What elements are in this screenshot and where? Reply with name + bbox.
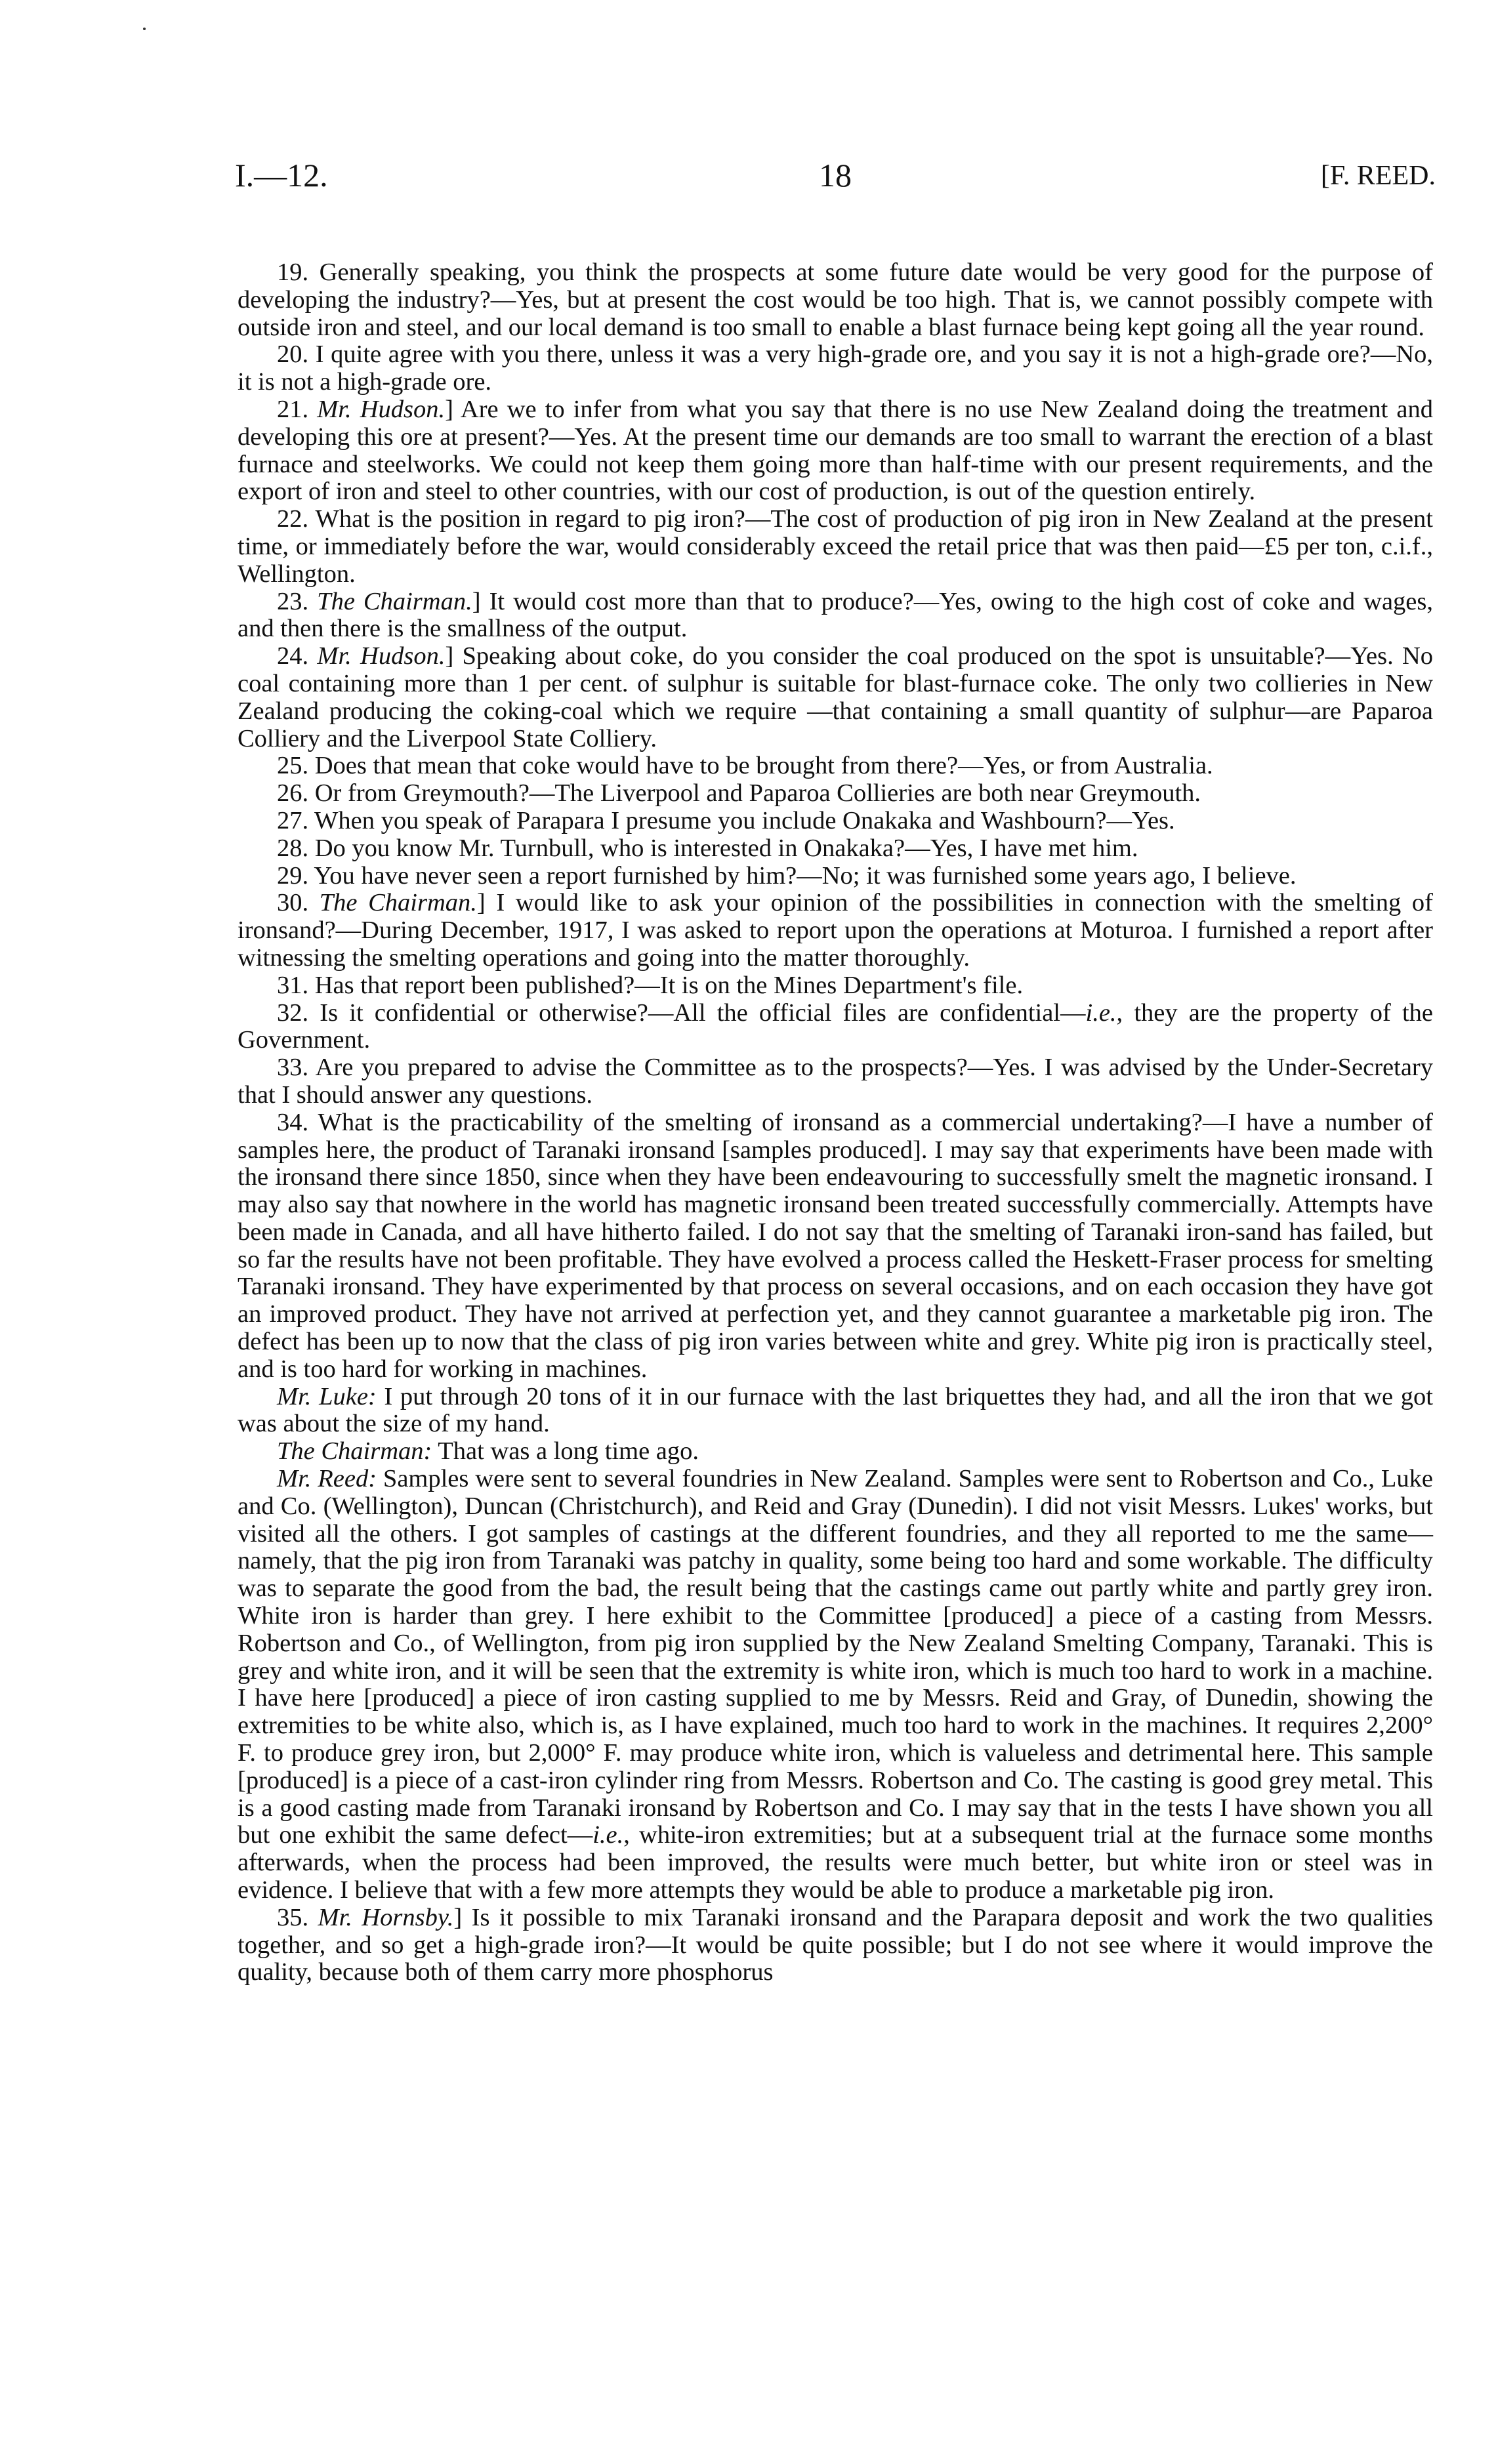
paragraph-text: 20. I quite agree with you there, unless it was a very high-grade ore, and you say it is not a high-grade ore?—No, it is not a high-grade ore. [238, 340, 1433, 396]
paragraph-text: 21. [277, 395, 318, 423]
paragraph-text: , they are the property of the Government. [238, 998, 1433, 1054]
paragraph [238, 890, 1433, 972]
speaker-or-italic-text: Mr. Reed: [277, 1465, 377, 1493]
paragraph-text: 27. When you speak of Parapara I presume you include Onakaka and Washbourn?—Yes. [277, 806, 1175, 834]
paragraph-text: 32. Is it confidential or otherwise?—All the official files are confidential— [277, 998, 1086, 1027]
witness-name: [F. REED. [1320, 161, 1436, 191]
paragraph [238, 752, 1433, 780]
paragraph-text: 30. [277, 889, 320, 917]
paragraph-text: ] It would cost more than that to produce?—Yes, owing to the high cost of coke and wages, and then there is the smallness of the output. [238, 587, 1433, 643]
paragraph-text: , white-iron extremities; but at a subsequent trial at the furnace some months afterwards, when the process had been improved, the results were much better, but white iron or steel was in evidence. I believe that with a few more attempts they would be able to produce a marketable pig iron. [238, 1821, 1433, 1904]
paragraph-text: ] Speaking about coke, do you consider the coal produced on the spot is unsuitable?—Yes. No coal containing more than 1 per cent. of sulphur is suitable for blast-furnace coke. The only two collieries in New Zealand producing the coking-coal which we require —that containing a small quantity of sulphur—are Paparoa Colliery and the Liverpool State Colliery. [238, 642, 1434, 752]
paragraph [238, 1109, 1433, 1384]
paragraph-text: 33. Are you prepared to advise the Committee as to the prospects?—Yes. I was advised by the Under-Secretary that I should answer any questions. [238, 1054, 1433, 1109]
paragraph-text: Samples were sent to several foundries in New Zealand. Samples were sent to Robertson and Co., Luke and Co. (Wellington), Duncan (Christchurch), and Reid and Gray (Dunedin). I did not visit Messrs. Lukes' works, but visited all the others. I got samples of castings at the different foundries, and they all reported to me the same—namely, that the pig iron from Taranaki was patchy in quality, some being too hard and some workable. The difficulty was to separate the good from the bad, the result being that the castings came out partly white and partly grey iron. White iron is harder than grey. I here exhibit to the Committee [produced] a piece of a casting from Messrs. Robertson and Co., of Wellington, from pig iron supplied by the New Zealand Smelting Company, Taranaki. This is grey and white iron, and it will be seen that the extremity is white iron, which is much too hard to work in a machine. I have here [produced] a piece of iron casting supplied to me by Messrs. Reid and Gray, of Dunedin, showing the extremities to be white also, which is, as I have explained, much too hard to work in the machines. It requires 2,200° F. to produce grey iron, but 2,000° F. may produce white iron, which is valueless and detrimental here. This sample [produced] is a piece of a cast-iron cylinder ring from Messrs. Robertson and Co. The casting is good grey metal. This is a good casting made from Taranaki ironsand by Robertson and Co. I may say that in the tests I have shown you all but one exhibit the same defect— [238, 1465, 1433, 1849]
paragraph-text: 25. Does that mean that coke would have to be brought from there?—Yes, or from Australia. [277, 752, 1213, 780]
speaker-or-italic-text: i.e. [1085, 998, 1117, 1027]
document-body [238, 259, 1433, 1986]
paragraph [238, 863, 1433, 890]
paragraph [238, 1438, 1433, 1466]
paragraph [238, 972, 1433, 1000]
speaker-or-italic-text: Mr. Hudson. [317, 395, 446, 423]
speaker-or-italic-text: The Chairman. [319, 889, 477, 917]
paragraph [238, 506, 1433, 588]
speaker-or-italic-text: Mr. Hornsby. [318, 1903, 454, 1931]
paragraph-text: ] Are we to infer from what you say that there is no use New Zealand doing the treatment and developing this ore at present?—Yes. At the present time our demands are too small to warrant the erection of a blast furnace and steelworks. We could not keep them going more than half-time with our present requirements, and the export of iron and steel to other countries, with our cost of production, is out of the question entirely. [238, 395, 1434, 506]
paragraph-text: 29. You have never seen a report furnished by him?—No; it was furnished some years ago, I believe. [277, 861, 1297, 890]
paragraph [238, 835, 1433, 863]
paragraph [238, 588, 1433, 644]
paragraph-text: 35. [277, 1903, 318, 1931]
paragraph-text: ] Is it possible to mix Taranaki ironsand and the Parapara deposit and work the two qualities together, and so get a high-grade iron?—It would be quite possible; but I do not see where it would improve the quality, because both of them carry more phosphorus [238, 1903, 1433, 1986]
paragraph [238, 259, 1433, 341]
speaker-or-italic-text: Mr. Hudson. [317, 642, 446, 670]
paragraph-text: 34. What is the practicability of the smelting of ironsand as a commercial undertaking?—I have a number of samples here, the product of Taranaki ironsand [samples produced]. I may say that experiments have been made with the ironsand there since 1850, since when they have been endeavouring to successfully smelt the magnetic ironsand. I may also say that nowhere in the world has magnetic ironsand been treated successfully commercially. Attempts have been made in Canada, and all have hitherto failed. I do not say that the smelting of Taranaki iron-sand has failed, but so far the results have not been profitable. They have evolved a process called the Heskett-Fraser process for smelting Taranaki ironsand. They have experimented by that process on several occasions, and on each occasion they have got an improved product. They have not arrived at perfection yet, and they cannot guarantee a marketable pig iron. The defect has been up to now that the class of pig iron varies between white and grey. White pig iron is practically steel, and is too hard for working in machines. [238, 1108, 1433, 1383]
speaker-or-italic-text: i.e. [592, 1821, 624, 1849]
document-reference: I.—12. [235, 157, 328, 194]
paragraph-text: That was a long time ago. [432, 1437, 699, 1466]
paragraph-text: 24. [277, 642, 318, 670]
paragraph [238, 1384, 1433, 1439]
paragraph-text: 31. Has that report been published?—It is on the Mines Department's file. [277, 971, 1024, 999]
speaker-or-italic-text: The Chairman: [277, 1437, 432, 1466]
paragraph-text: ] I would like to ask your opinion of the possibilities in connection with the smelting of ironsand?—During December, 1917, I was asked to report upon the operations at Moturoa. I furnished a report after witnessing the smelting operations and going into the matter thoroughly. [238, 889, 1433, 972]
paragraph [238, 1466, 1433, 1904]
paragraph [238, 1904, 1433, 1986]
paragraph [238, 808, 1433, 835]
paragraph [238, 341, 1433, 396]
scan-speck [143, 28, 146, 30]
speaker-or-italic-text: The Chairman. [317, 587, 472, 615]
paragraph [238, 780, 1433, 808]
paragraph-text: 28. Do you know Mr. Turnbull, who is interested in Onakaka?—Yes, I have met him. [277, 834, 1138, 862]
paragraph [238, 396, 1433, 506]
paragraph-text: 23. [277, 587, 318, 615]
paragraph-text: 19. Generally speaking, you think the prospects at some future date would be very good for the purpose of developing the industry?—Yes, but at present the cost would be too high. That is, we cannot possibly compete with outside iron and steel, and our local demand is too small to enable a blast furnace being kept going all the year round. [238, 258, 1433, 341]
paragraph-text: 26. Or from Greymouth?—The Liverpool and Paparoa Collieries are both near Greymouth. [277, 779, 1201, 808]
paragraph-text: 22. What is the position in regard to pig iron?—The cost of production of pig iron in New Zealand at the present time, or immediately before the war, would considerably exceed the retail price that was then paid—£5 per ton, c.i.f., Wellington. [238, 505, 1433, 588]
paragraph [238, 643, 1433, 752]
page-header [235, 156, 1436, 195]
page-number: 18 [819, 157, 852, 194]
speaker-or-italic-text: Mr. Luke: [277, 1382, 377, 1410]
paragraph-text: I put through 20 tons of it in our furnace with the last briquettes they had, and all the iron that we got was about the size of my hand. [238, 1382, 1433, 1438]
paragraph [238, 1054, 1433, 1109]
paragraph [238, 1000, 1433, 1055]
